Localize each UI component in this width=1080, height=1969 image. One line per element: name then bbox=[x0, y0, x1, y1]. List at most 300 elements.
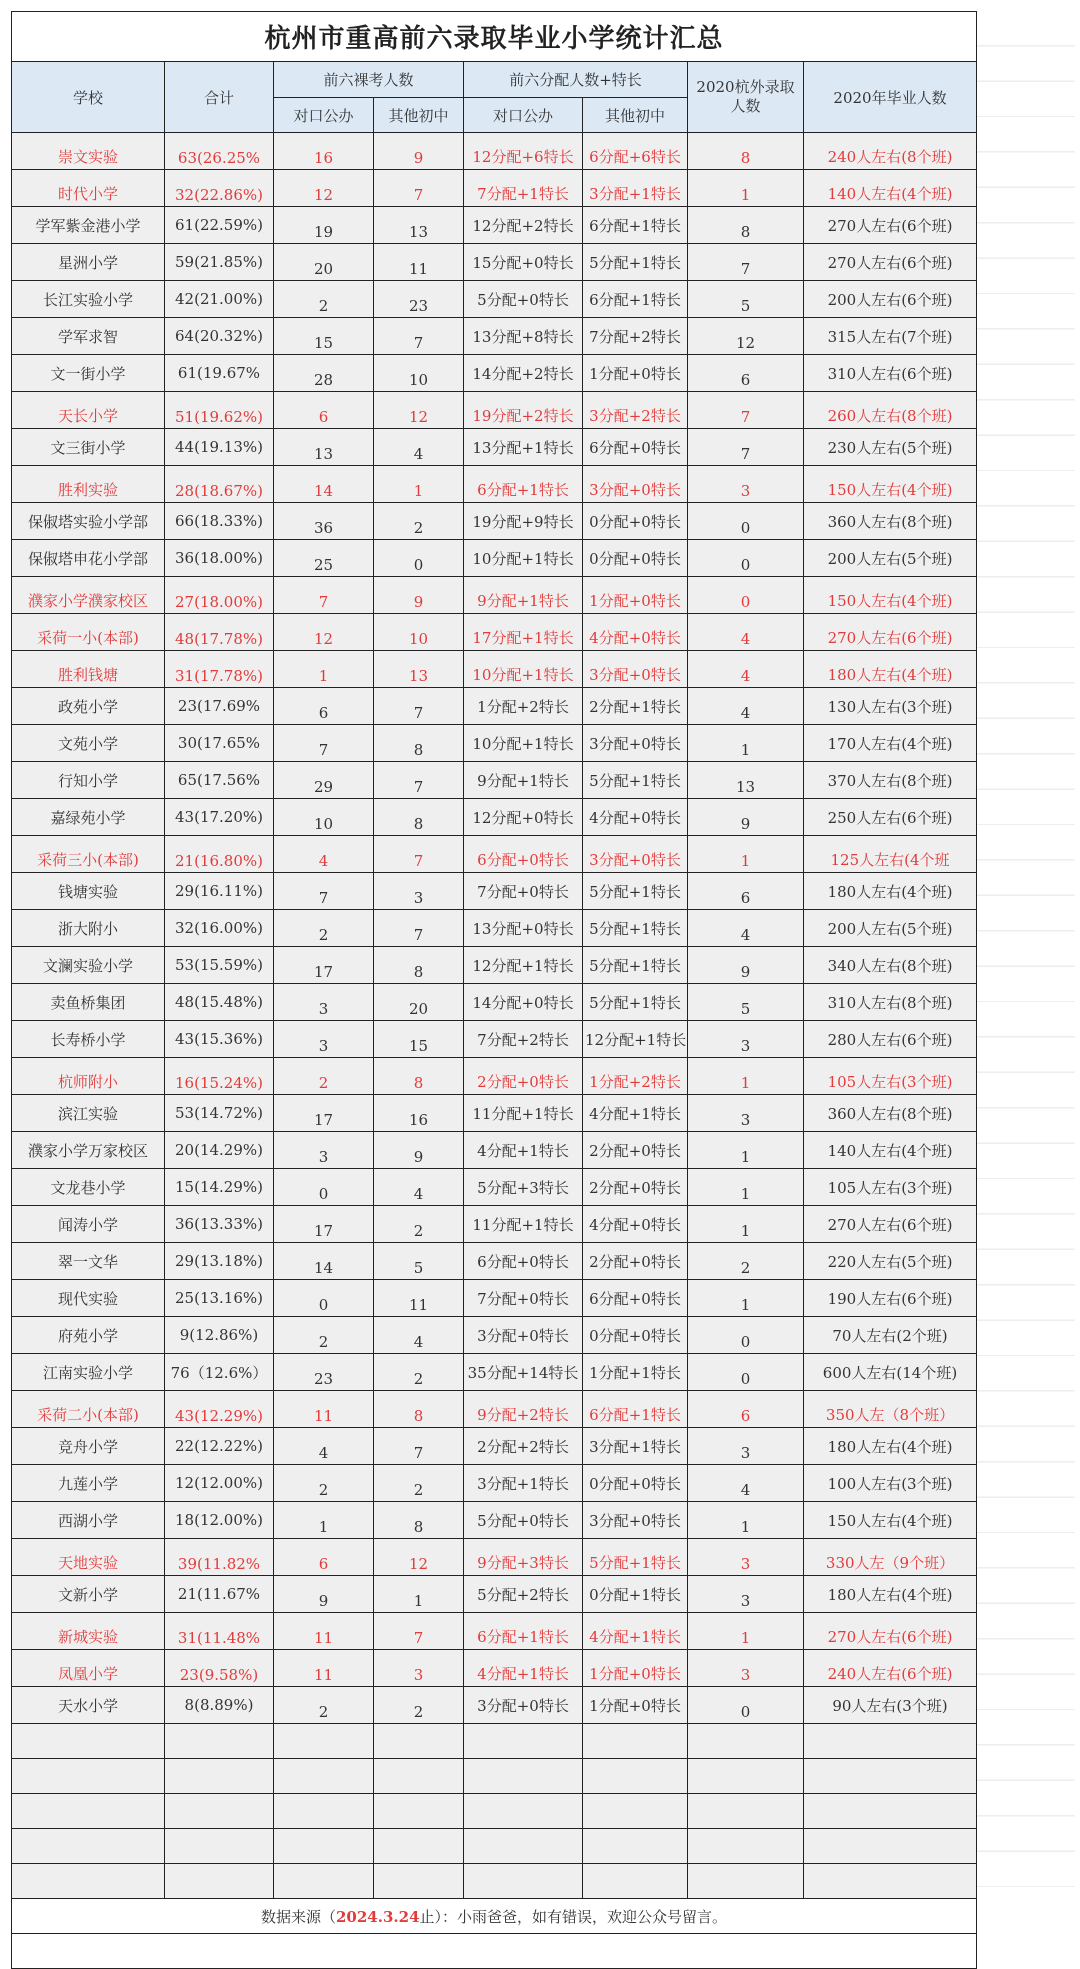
school-name: 濮家小学万家校区 bbox=[12, 1132, 165, 1169]
alloc-other-cell: 6分配+1特长 bbox=[583, 281, 688, 318]
table-row bbox=[12, 392, 977, 429]
naked-local-cell: 1 bbox=[274, 651, 374, 688]
empty-cell bbox=[374, 1724, 464, 1759]
graduates-cell: 270人左右(6个班) bbox=[804, 207, 977, 244]
table-row bbox=[12, 1502, 977, 1539]
subheader-alloc-local: 对口公办 bbox=[464, 98, 583, 133]
outside-cell: 1 bbox=[688, 1169, 804, 1206]
school-name: 采荷一小(本部) bbox=[12, 614, 165, 651]
total-cell: 44(19.13%) bbox=[165, 429, 274, 466]
alloc-local-cell: 3分配+0特长 bbox=[464, 1317, 583, 1354]
total-cell: 22(12.22%) bbox=[165, 1428, 274, 1465]
graduates-cell: 200人左右(5个班) bbox=[804, 540, 977, 577]
table-row bbox=[12, 466, 977, 503]
outside-cell: 0 bbox=[688, 1687, 804, 1724]
alloc-local-cell: 10分配+1特长 bbox=[464, 651, 583, 688]
empty-cell bbox=[165, 1864, 274, 1899]
alloc-local-cell: 4分配+1特长 bbox=[464, 1132, 583, 1169]
naked-other-cell: 7 bbox=[374, 318, 464, 355]
graduates-cell: 360人左右(8个班) bbox=[804, 503, 977, 540]
outside-cell: 1 bbox=[688, 836, 804, 873]
naked-local-cell: 4 bbox=[274, 1428, 374, 1465]
naked-local-cell: 23 bbox=[274, 1354, 374, 1391]
alloc-other-cell: 2分配+0特长 bbox=[583, 1243, 688, 1280]
alloc-local-cell: 13分配+1特长 bbox=[464, 429, 583, 466]
alloc-other-cell: 4分配+1特长 bbox=[583, 1613, 688, 1650]
total-cell: 28(18.67%) bbox=[165, 466, 274, 503]
alloc-local-cell: 19分配+9特长 bbox=[464, 503, 583, 540]
table-row bbox=[12, 1576, 977, 1613]
school-name: 政苑小学 bbox=[12, 688, 165, 725]
alloc-local-cell: 5分配+0特长 bbox=[464, 281, 583, 318]
empty-cell bbox=[583, 1864, 688, 1899]
total-cell: 16(15.24%) bbox=[165, 1058, 274, 1095]
graduates-cell: 140人左右(4个班) bbox=[804, 1132, 977, 1169]
naked-other-cell: 9 bbox=[374, 133, 464, 170]
graduates-cell: 240人左右(8个班) bbox=[804, 133, 977, 170]
outside-cell: 4 bbox=[688, 688, 804, 725]
table-row bbox=[12, 910, 977, 947]
table-row bbox=[12, 1243, 977, 1280]
naked-other-cell: 9 bbox=[374, 1132, 464, 1169]
naked-other-cell: 1 bbox=[374, 1576, 464, 1613]
naked-local-cell: 15 bbox=[274, 318, 374, 355]
total-cell: 64(20.32%) bbox=[165, 318, 274, 355]
empty-cell bbox=[274, 1724, 374, 1759]
school-name: 文苑小学 bbox=[12, 725, 165, 762]
table-row bbox=[12, 577, 977, 614]
school-name: 长寿桥小学 bbox=[12, 1021, 165, 1058]
table-row bbox=[12, 947, 977, 984]
naked-local-cell: 14 bbox=[274, 466, 374, 503]
total-cell: 66(18.33%) bbox=[165, 503, 274, 540]
naked-local-cell: 17 bbox=[274, 1206, 374, 1243]
alloc-other-cell: 12分配+1特长 bbox=[583, 1021, 688, 1058]
school-name: 天地实验 bbox=[12, 1539, 165, 1576]
school-name: 濮家小学濮家校区 bbox=[12, 577, 165, 614]
total-cell: 20(14.29%) bbox=[165, 1132, 274, 1169]
school-name: 竞舟小学 bbox=[12, 1428, 165, 1465]
naked-local-cell: 2 bbox=[274, 1317, 374, 1354]
empty-cell bbox=[274, 1829, 374, 1864]
empty-cell bbox=[165, 1794, 274, 1829]
alloc-other-cell: 1分配+0特长 bbox=[583, 1650, 688, 1687]
source-note bbox=[12, 1899, 977, 1934]
total-cell: 31(11.48% bbox=[165, 1613, 274, 1650]
naked-local-cell: 20 bbox=[274, 244, 374, 281]
graduates-cell: 130人左右(3个班) bbox=[804, 688, 977, 725]
school-name: 保俶塔实验小学部 bbox=[12, 503, 165, 540]
source-prefix: 数据来源（ bbox=[260, 1907, 336, 1926]
naked-other-cell: 15 bbox=[374, 1021, 464, 1058]
graduates-cell: 105人左右(3个班) bbox=[804, 1169, 977, 1206]
graduates-cell: 180人左右(4个班) bbox=[804, 1576, 977, 1613]
alloc-local-cell: 3分配+1特长 bbox=[464, 1465, 583, 1502]
table-row bbox=[12, 1280, 977, 1317]
table-row bbox=[12, 651, 977, 688]
alloc-local-cell: 4分配+1特长 bbox=[464, 1650, 583, 1687]
table-row bbox=[12, 1428, 977, 1465]
graduates-cell: 270人左右(6个班) bbox=[804, 1206, 977, 1243]
naked-local-cell: 1 bbox=[274, 1502, 374, 1539]
alloc-other-cell: 1分配+1特长 bbox=[583, 1354, 688, 1391]
total-cell: 53(14.72%) bbox=[165, 1095, 274, 1132]
naked-other-cell: 4 bbox=[374, 429, 464, 466]
graduates-cell: 310人左右(8个班) bbox=[804, 984, 977, 1021]
outside-cell: 7 bbox=[688, 244, 804, 281]
total-cell: 39(11.82% bbox=[165, 1539, 274, 1576]
header-allocation: 前六分配人数+特长 bbox=[464, 62, 688, 98]
graduates-cell: 150人左右(4个班) bbox=[804, 466, 977, 503]
summary-sheet bbox=[11, 11, 976, 1969]
naked-local-cell: 9 bbox=[274, 1576, 374, 1613]
naked-local-cell: 2 bbox=[274, 1465, 374, 1502]
naked-other-cell: 2 bbox=[374, 1206, 464, 1243]
header-graduates: 2020年毕业人数 bbox=[804, 62, 977, 133]
naked-local-cell: 10 bbox=[274, 799, 374, 836]
naked-local-cell: 6 bbox=[274, 1539, 374, 1576]
table-row bbox=[12, 1206, 977, 1243]
school-name: 卖鱼桥集团 bbox=[12, 984, 165, 1021]
outside-cell: 6 bbox=[688, 1391, 804, 1428]
total-cell: 32(22.86%) bbox=[165, 170, 274, 207]
empty-cell bbox=[12, 1724, 165, 1759]
naked-other-cell: 7 bbox=[374, 688, 464, 725]
empty-cell bbox=[583, 1794, 688, 1829]
subheader-alloc-other: 其他初中 bbox=[583, 98, 688, 133]
outside-cell: 1 bbox=[688, 1613, 804, 1650]
total-cell: 63(26.25% bbox=[165, 133, 274, 170]
alloc-other-cell: 3分配+0特长 bbox=[583, 836, 688, 873]
total-cell: 25(13.16%) bbox=[165, 1280, 274, 1317]
table-row bbox=[12, 1095, 977, 1132]
naked-local-cell: 2 bbox=[274, 1687, 374, 1724]
total-cell: 8(8.89%) bbox=[165, 1687, 274, 1724]
graduates-cell: 70人左右(2个班) bbox=[804, 1317, 977, 1354]
table-row bbox=[12, 688, 977, 725]
total-cell: 15(14.29%) bbox=[165, 1169, 274, 1206]
alloc-local-cell: 6分配+0特长 bbox=[464, 836, 583, 873]
graduates-cell: 260人左右(8个班) bbox=[804, 392, 977, 429]
outside-cell: 13 bbox=[688, 762, 804, 799]
total-cell: 65(17.56% bbox=[165, 762, 274, 799]
empty-cell bbox=[464, 1759, 583, 1794]
outside-cell: 0 bbox=[688, 503, 804, 540]
table-row bbox=[12, 503, 977, 540]
naked-other-cell: 9 bbox=[374, 577, 464, 614]
header-total: 合计 bbox=[165, 62, 274, 133]
outside-cell: 2 bbox=[688, 1243, 804, 1280]
graduates-cell: 190人左右(6个班) bbox=[804, 1280, 977, 1317]
empty-cell bbox=[464, 1724, 583, 1759]
alloc-local-cell: 5分配+0特长 bbox=[464, 1502, 583, 1539]
graduates-cell: 270人左右(6个班) bbox=[804, 244, 977, 281]
outside-cell: 3 bbox=[688, 1021, 804, 1058]
naked-other-cell: 8 bbox=[374, 1391, 464, 1428]
outside-cell: 1 bbox=[688, 1502, 804, 1539]
empty-cell bbox=[374, 1829, 464, 1864]
page-title: 杭州市重高前六录取毕业小学统计汇总 bbox=[12, 12, 977, 62]
spreadsheet-gridlines bbox=[977, 11, 1075, 1898]
table-row bbox=[12, 1058, 977, 1095]
empty-cell bbox=[165, 1724, 274, 1759]
graduates-cell: 105人左右(3个班) bbox=[804, 1058, 977, 1095]
naked-local-cell: 11 bbox=[274, 1613, 374, 1650]
total-cell: 21(11.67% bbox=[165, 1576, 274, 1613]
total-cell: 23(9.58%) bbox=[165, 1650, 274, 1687]
empty-cell bbox=[688, 1794, 804, 1829]
total-cell: 48(17.78%) bbox=[165, 614, 274, 651]
alloc-local-cell: 14分配+2特长 bbox=[464, 355, 583, 392]
school-name: 文澜实验小学 bbox=[12, 947, 165, 984]
empty-cell bbox=[274, 1794, 374, 1829]
graduates-cell: 250人左右(6个班) bbox=[804, 799, 977, 836]
naked-local-cell: 25 bbox=[274, 540, 374, 577]
naked-other-cell: 7 bbox=[374, 1428, 464, 1465]
alloc-local-cell: 13分配+8特长 bbox=[464, 318, 583, 355]
naked-local-cell: 12 bbox=[274, 614, 374, 651]
alloc-other-cell: 3分配+0特长 bbox=[583, 466, 688, 503]
outside-cell: 1 bbox=[688, 170, 804, 207]
outside-cell: 6 bbox=[688, 355, 804, 392]
naked-local-cell: 0 bbox=[274, 1169, 374, 1206]
table-row bbox=[12, 1687, 977, 1724]
empty-cell bbox=[804, 1724, 977, 1759]
naked-other-cell: 13 bbox=[374, 207, 464, 244]
total-cell: 31(17.78%) bbox=[165, 651, 274, 688]
outside-cell: 0 bbox=[688, 1317, 804, 1354]
alloc-other-cell: 3分配+1特长 bbox=[583, 1428, 688, 1465]
naked-other-cell: 3 bbox=[374, 873, 464, 910]
total-cell: 43(12.29%) bbox=[165, 1391, 274, 1428]
school-name: 文三街小学 bbox=[12, 429, 165, 466]
empty-row bbox=[12, 1724, 977, 1759]
naked-local-cell: 17 bbox=[274, 947, 374, 984]
naked-local-cell: 14 bbox=[274, 1243, 374, 1280]
alloc-other-cell: 0分配+1特长 bbox=[583, 1576, 688, 1613]
naked-local-cell: 13 bbox=[274, 429, 374, 466]
alloc-local-cell: 10分配+1特长 bbox=[464, 725, 583, 762]
outside-cell: 1 bbox=[688, 1058, 804, 1095]
naked-local-cell: 12 bbox=[274, 170, 374, 207]
alloc-local-cell: 1分配+2特长 bbox=[464, 688, 583, 725]
school-name: 时代小学 bbox=[12, 170, 165, 207]
total-cell: 61(19.67% bbox=[165, 355, 274, 392]
naked-local-cell: 19 bbox=[274, 207, 374, 244]
naked-other-cell: 20 bbox=[374, 984, 464, 1021]
alloc-local-cell: 19分配+2特长 bbox=[464, 392, 583, 429]
alloc-other-cell: 6分配+1特长 bbox=[583, 207, 688, 244]
table-row bbox=[12, 244, 977, 281]
empty-cell bbox=[374, 1759, 464, 1794]
total-cell: 21(16.80%) bbox=[165, 836, 274, 873]
naked-other-cell: 16 bbox=[374, 1095, 464, 1132]
total-cell: 9(12.86%) bbox=[165, 1317, 274, 1354]
alloc-local-cell: 9分配+3特长 bbox=[464, 1539, 583, 1576]
empty-cell bbox=[583, 1829, 688, 1864]
table-row bbox=[12, 207, 977, 244]
alloc-local-cell: 5分配+3特长 bbox=[464, 1169, 583, 1206]
empty-cell bbox=[464, 1829, 583, 1864]
empty-cell bbox=[688, 1864, 804, 1899]
naked-local-cell: 7 bbox=[274, 577, 374, 614]
graduates-cell: 370人左右(8个班) bbox=[804, 762, 977, 799]
school-name: 西湖小学 bbox=[12, 1502, 165, 1539]
graduates-cell: 180人左右(4个班) bbox=[804, 873, 977, 910]
naked-other-cell: 7 bbox=[374, 170, 464, 207]
empty-cell bbox=[374, 1864, 464, 1899]
source-date: 2024.3.24 bbox=[336, 1907, 420, 1926]
total-cell: 23(17.69% bbox=[165, 688, 274, 725]
total-cell: 43(15.36%) bbox=[165, 1021, 274, 1058]
graduates-cell: 220人左右(5个班) bbox=[804, 1243, 977, 1280]
alloc-other-cell: 4分配+0特长 bbox=[583, 799, 688, 836]
empty-cell bbox=[688, 1759, 804, 1794]
naked-local-cell: 16 bbox=[274, 133, 374, 170]
table-row bbox=[12, 318, 977, 355]
outside-cell: 4 bbox=[688, 614, 804, 651]
naked-other-cell: 3 bbox=[374, 1650, 464, 1687]
alloc-local-cell: 11分配+1特长 bbox=[464, 1095, 583, 1132]
naked-local-cell: 3 bbox=[274, 1021, 374, 1058]
school-name: 星洲小学 bbox=[12, 244, 165, 281]
alloc-local-cell: 2分配+0特长 bbox=[464, 1058, 583, 1095]
empty-cell bbox=[583, 1759, 688, 1794]
school-name: 钱塘实验 bbox=[12, 873, 165, 910]
empty-cell bbox=[804, 1794, 977, 1829]
outside-cell: 1 bbox=[688, 1132, 804, 1169]
alloc-local-cell: 15分配+0特长 bbox=[464, 244, 583, 281]
naked-local-cell: 28 bbox=[274, 355, 374, 392]
alloc-local-cell: 35分配+14特长 bbox=[464, 1354, 583, 1391]
outside-cell: 3 bbox=[688, 1650, 804, 1687]
graduates-cell: 230人左右(5个班) bbox=[804, 429, 977, 466]
naked-local-cell: 36 bbox=[274, 503, 374, 540]
graduates-cell: 310人左右(6个班) bbox=[804, 355, 977, 392]
table-row bbox=[12, 984, 977, 1021]
outside-cell: 5 bbox=[688, 281, 804, 318]
graduates-cell: 140人左右(4个班) bbox=[804, 170, 977, 207]
empty-cell bbox=[688, 1829, 804, 1864]
naked-other-cell: 2 bbox=[374, 1465, 464, 1502]
table-row bbox=[12, 1539, 977, 1576]
alloc-other-cell: 3分配+0特长 bbox=[583, 725, 688, 762]
naked-other-cell: 2 bbox=[374, 1354, 464, 1391]
naked-other-cell: 4 bbox=[374, 1317, 464, 1354]
graduates-cell: 200人左右(5个班) bbox=[804, 910, 977, 947]
naked-local-cell: 6 bbox=[274, 392, 374, 429]
naked-local-cell: 7 bbox=[274, 725, 374, 762]
naked-local-cell: 11 bbox=[274, 1650, 374, 1687]
naked-other-cell: 23 bbox=[374, 281, 464, 318]
table-row bbox=[12, 355, 977, 392]
empty-cell bbox=[12, 1794, 165, 1829]
outside-cell: 3 bbox=[688, 1539, 804, 1576]
naked-other-cell: 0 bbox=[374, 540, 464, 577]
alloc-other-cell: 5分配+1特长 bbox=[583, 244, 688, 281]
naked-other-cell: 8 bbox=[374, 1058, 464, 1095]
graduates-cell: 170人左右(4个班) bbox=[804, 725, 977, 762]
alloc-local-cell: 2分配+2特长 bbox=[464, 1428, 583, 1465]
total-cell: 36(18.00%) bbox=[165, 540, 274, 577]
empty-cell bbox=[12, 1829, 165, 1864]
alloc-local-cell: 9分配+1特长 bbox=[464, 577, 583, 614]
alloc-local-cell: 13分配+0特长 bbox=[464, 910, 583, 947]
school-name: 保俶塔申花小学部 bbox=[12, 540, 165, 577]
outside-cell: 7 bbox=[688, 392, 804, 429]
naked-other-cell: 8 bbox=[374, 799, 464, 836]
total-cell: 43(17.20%) bbox=[165, 799, 274, 836]
alloc-local-cell: 7分配+0特长 bbox=[464, 873, 583, 910]
naked-other-cell: 4 bbox=[374, 1169, 464, 1206]
subheader-naked-local: 对口公办 bbox=[274, 98, 374, 133]
school-name: 现代实验 bbox=[12, 1280, 165, 1317]
alloc-other-cell: 6分配+0特长 bbox=[583, 429, 688, 466]
graduates-cell: 270人左右(6个班) bbox=[804, 614, 977, 651]
alloc-local-cell: 6分配+1特长 bbox=[464, 466, 583, 503]
school-name: 嘉绿苑小学 bbox=[12, 799, 165, 836]
school-name: 凤凰小学 bbox=[12, 1650, 165, 1687]
table-row bbox=[12, 1391, 977, 1428]
outside-cell: 3 bbox=[688, 1576, 804, 1613]
alloc-other-cell: 0分配+0特长 bbox=[583, 1317, 688, 1354]
alloc-local-cell: 7分配+2特长 bbox=[464, 1021, 583, 1058]
graduates-cell: 270人左右(6个班) bbox=[804, 1613, 977, 1650]
total-cell: 29(16.11%) bbox=[165, 873, 274, 910]
outside-cell: 0 bbox=[688, 577, 804, 614]
graduates-cell: 100人左右(3个班) bbox=[804, 1465, 977, 1502]
alloc-local-cell: 12分配+2特长 bbox=[464, 207, 583, 244]
empty-cell bbox=[12, 1759, 165, 1794]
school-name: 胜利实验 bbox=[12, 466, 165, 503]
empty-row bbox=[12, 1864, 977, 1899]
subheader-naked-other: 其他初中 bbox=[374, 98, 464, 133]
table-row bbox=[12, 1132, 977, 1169]
alloc-other-cell: 0分配+0特长 bbox=[583, 1465, 688, 1502]
alloc-other-cell: 1分配+0特长 bbox=[583, 1687, 688, 1724]
graduates-cell: 150人左右(4个班) bbox=[804, 577, 977, 614]
alloc-other-cell: 1分配+2特长 bbox=[583, 1058, 688, 1095]
graduates-cell: 350人左（8个班） bbox=[804, 1391, 977, 1428]
outside-cell: 0 bbox=[688, 540, 804, 577]
naked-other-cell: 1 bbox=[374, 466, 464, 503]
graduates-cell: 200人左右(6个班) bbox=[804, 281, 977, 318]
naked-other-cell: 13 bbox=[374, 651, 464, 688]
outside-cell: 3 bbox=[688, 466, 804, 503]
alloc-other-cell: 6分配+0特长 bbox=[583, 1280, 688, 1317]
alloc-local-cell: 3分配+0特长 bbox=[464, 1687, 583, 1724]
graduates-cell: 90人左右(3个班) bbox=[804, 1687, 977, 1724]
school-name: 浙大附小 bbox=[12, 910, 165, 947]
table-row bbox=[12, 1317, 977, 1354]
alloc-local-cell: 14分配+0特长 bbox=[464, 984, 583, 1021]
graduates-cell: 360人左右(8个班) bbox=[804, 1095, 977, 1132]
naked-other-cell: 7 bbox=[374, 910, 464, 947]
alloc-other-cell: 5分配+1特长 bbox=[583, 1539, 688, 1576]
table-row bbox=[12, 1354, 977, 1391]
empty-cell bbox=[165, 1759, 274, 1794]
naked-other-cell: 11 bbox=[374, 1280, 464, 1317]
school-name: 闻涛小学 bbox=[12, 1206, 165, 1243]
empty-cell bbox=[804, 1829, 977, 1864]
total-cell: 48(15.48%) bbox=[165, 984, 274, 1021]
alloc-local-cell: 7分配+1特长 bbox=[464, 170, 583, 207]
outside-cell: 3 bbox=[688, 1428, 804, 1465]
graduates-cell: 330人左（9个班） bbox=[804, 1539, 977, 1576]
total-cell: 42(21.00%) bbox=[165, 281, 274, 318]
naked-local-cell: 2 bbox=[274, 1058, 374, 1095]
school-name: 杭师附小 bbox=[12, 1058, 165, 1095]
